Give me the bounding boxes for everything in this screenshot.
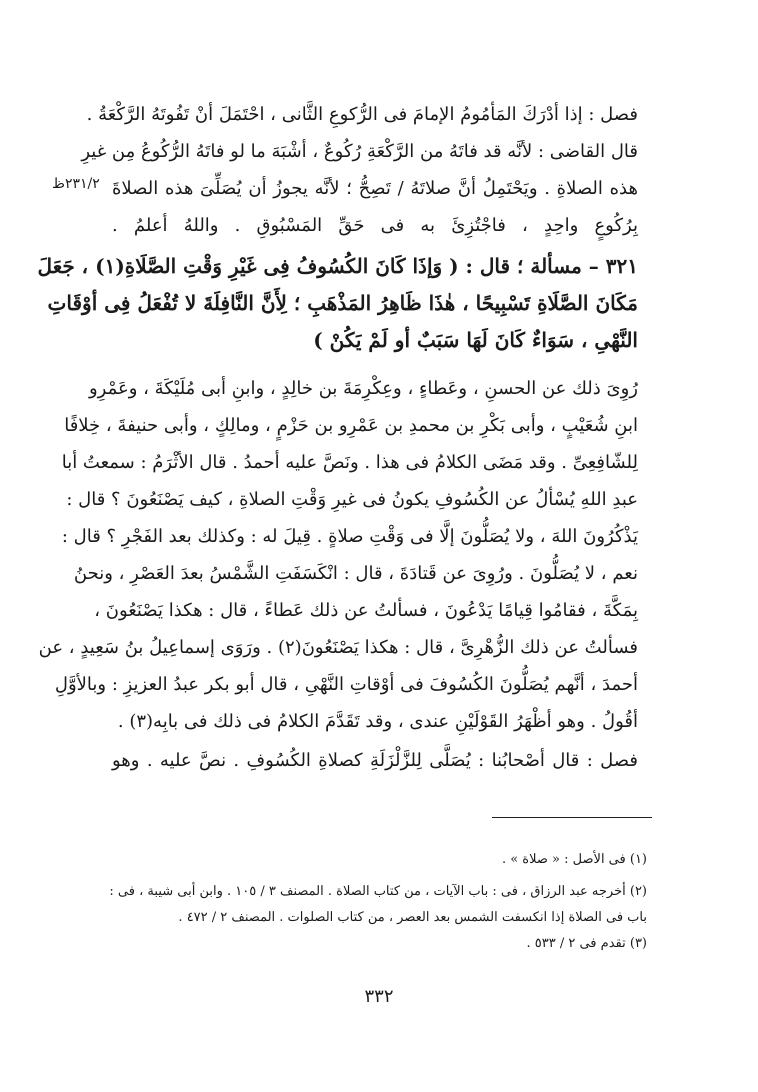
text-line: ابنِ شُعَيْبٍ ، وأبى بَكْرِ بن محمدِ بن عَمْرِو بن حَزْمٍ ، ومالِكٍ ، وأبى حنيفةَ ، خِلافًا [64,415,638,436]
heading-line: ٣٢١ – مسألة ؛ قال : ( وَإذَا كَانَ الكُسُوفُ فِى غَيْرِ وَقْتِ الصَّلَاةِ(١) ، جَعَلَ [37,254,638,278]
section-first-paragraph [81,96,638,244]
text-line: نعم ، لا يُصَلُّونَ . ورُوِىَ عن قَتادَةَ ، قال : انْكَسَفَتِ الشَّمْسُ بعدَ العَصْرِ ، ونحنُ [73,563,638,584]
footnote-1: (١) فى الأصل : « صلاة » . [501,852,647,867]
text-line: لِلشّافِعِىِّ . وقد مَضَى الكلامُ فى هذا . ونَصَّ عليه أحمدُ . قال الأثْرَمُ : سمعتُ أبا [61,452,638,473]
text-line: بِرُكُوعٍ واحِدٍ ، فاجْتُزِئَ به فى حَقِّ المَسْبُوقِ . واللهُ أعلمُ . [112,215,638,236]
margin-folio-note: ٢٣١/٢ظ [52,176,100,192]
masala-heading [37,248,638,359]
text-line: فصل : إذا أدْرَكَ المَأمُومُ الإمامَ فى الرُّكوعِ الثَّانى ، احْتَمَلَ أنْ تَفُوتَهُ الرَّكْعَةُ . [86,104,638,125]
text-line: بِمَكَّةَ ، فقامُوا قِيامًا يَدْعُونَ ، فسألتُ عن ذلك عَطاءً ، قال : هكذا يَصْنَعُونَ ، [94,600,638,621]
heading-line: النَّهْىِ ، سَوَاءٌ كَانَ لَهَا سَبَبٌ أو لَمْ يَكُنْ ) [313,328,638,352]
footnote-2: (٢) أخرجه عبد الرزاق ، فى : باب الآيات ، من كتاب الصلاة . المصنف ٣ / ١٠٥ . وابن أبى شيبة ، فى : [109,884,647,899]
body-paragraph [38,370,638,740]
page-number: ٣٣٢ [364,986,394,1007]
heading-line: مَكَانَ الصَّلَاةِ تَسْبِيحًا ، هٰذَا ظَاهِرُ المَذْهَبِ ؛ لِأَنَّ النَّافِلَةَ لا تُفْعَلُ فِى أوْقَاتِ [47,291,638,315]
text-line: قال القاضى : لأنَّه قد فاتَهُ من الرَّكْعَةِ رُكُوعٌ ، أشْبَهَ ما لو فاتَهُ الرُّكُوعُ مِن غيرِ [81,141,638,162]
text-line: فسألتُ عن ذلك الزُّهْرِىَّ ، قال : هكذا يَصْنَعُونَ(٢) . ورَوَى إسماعِيلُ بنُ سَعِيدٍ ، عن [38,637,638,658]
text-line: رُوِىَ ذلك عن الحسنِ ، وعَطاءٍ ، وعِكْرِمَةَ بن خالِدٍ ، وابنِ أبى مُلَيْكَةَ ، وعَمْرِو [88,378,638,399]
text-line: هذه الصلاةِ . ويَحْتَمِلُ أنَّ صلاتَهُ / تَصِحُّ ؛ لأنَّه يجوزُ أن يُصَلِّىَ هذه الصلاةَ [112,178,638,199]
text-line: فصل : قال أصْحابُنا : يُصَلَّى لِلزَّلْزَلَةِ كصلاةِ الكُسُوفِ . نصَّ عليه . وهو [112,750,638,771]
text-line: أقُولُ . وهو أظْهَرُ القَوْلَيْنِ عندى ، وقد تَقَدَّمَ الكلامُ فى ذلك فى بابِه(٣) . [117,711,638,732]
text-line: يَذْكُرُونَ اللهَ ، ولا يُصَلُّونَ إلَّا فى وَقْتِ صلاةٍ . قِيلَ له : وكذلك بعد الفَجْرِ ؟ قال : [61,526,638,547]
text-line: عبدِ اللهِ يُسْألُ عن الكُسُوفِ يكونُ فى غيرِ وَقْتِ الصلاةِ ، كيف يَصْنَعُونَ ؟ قال : [66,489,638,510]
footnote-separator [492,817,652,818]
section-last-paragraph [112,742,638,779]
footnote-3: (٣) تقدم فى ٢ / ٥٣٣ . [526,936,647,951]
footnote-2-cont: باب فى الصلاة إذا انكسفت الشمس بعد العصر ، من كتاب الصلوات . المصنف ٢ / ٤٧٢ . [178,910,647,925]
text-line: أحمدَ ، أنَّهم يُصَلُّونَ الكُسُوفَ فى أوْقاتِ النَّهْىِ ، قال أبو بكر عبدُ العزيزِ : وبالأوَّلِ [54,674,638,695]
